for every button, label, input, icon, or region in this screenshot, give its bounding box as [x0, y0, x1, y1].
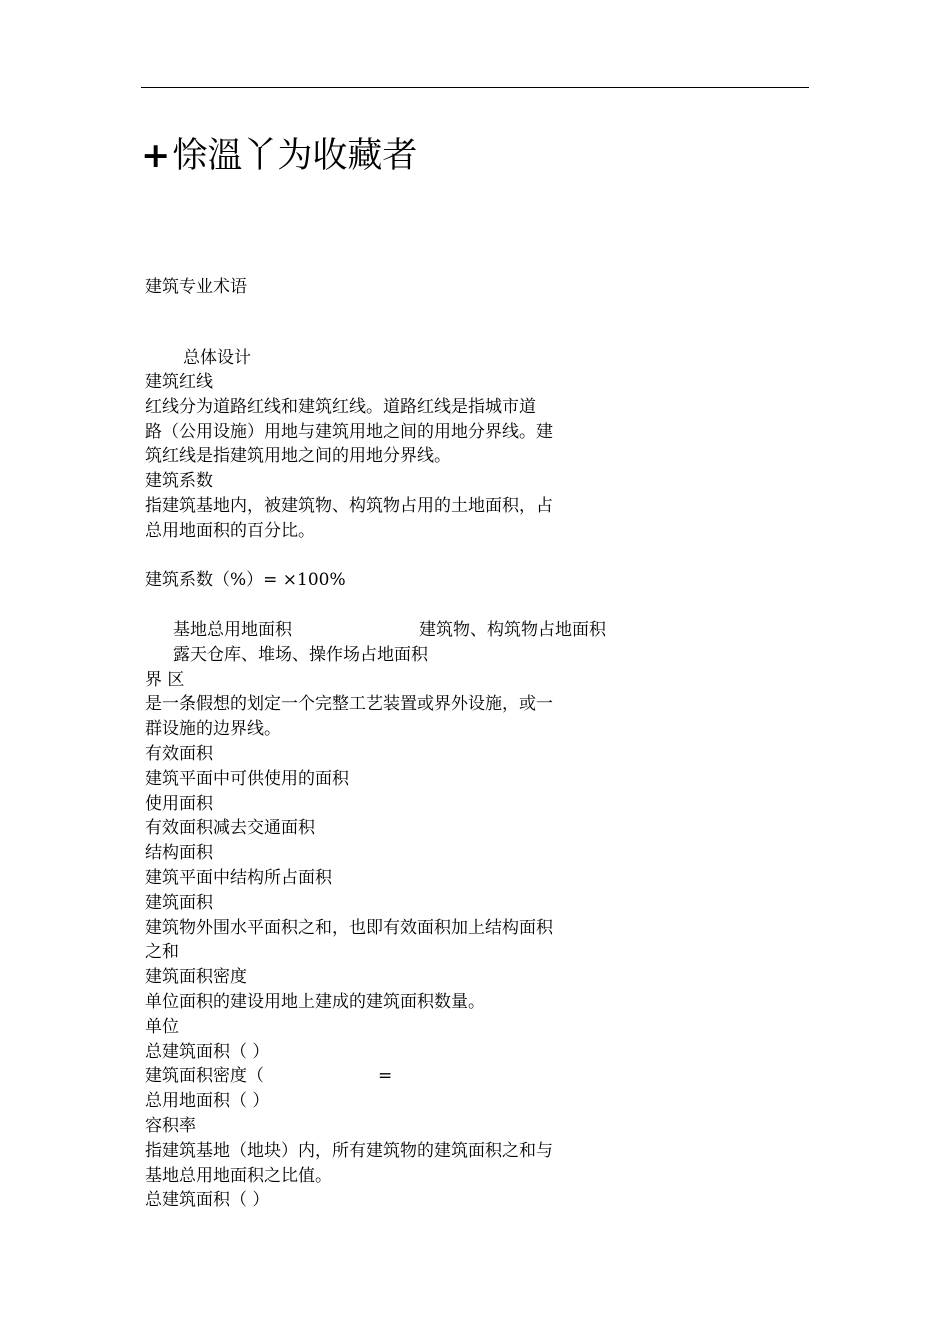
term-definition: 群设施的边界线。	[145, 719, 281, 740]
formula-line: 建筑面积密度（ =	[145, 1066, 393, 1087]
unit-label: 单位	[145, 1016, 179, 1037]
document-body	[145, 370, 606, 1213]
formula-denominator: 基地总用地面积	[173, 619, 292, 640]
banner-title	[141, 134, 417, 178]
term-definition: 指建筑基地（地块）内，所有建筑物的建筑面积之和与	[145, 1140, 553, 1161]
banner-text: 悇溫丫为收藏者	[172, 136, 418, 176]
term-heading: 使用面积	[145, 793, 213, 814]
term-definition: 建筑平面中结构所占面积	[145, 867, 332, 888]
term-definition: 建筑平面中可供使用的面积	[145, 768, 349, 789]
term-heading: 建筑红线	[145, 372, 213, 392]
term-definition: 建筑物外围水平面积之和，也即有效面积加上结构面积	[145, 917, 553, 938]
term-definition: 有效面积减去交通面积	[145, 818, 315, 839]
document-title: 建筑专业术语	[145, 277, 247, 297]
term-definition: 单位面积的建设用地上建成的建筑面积数量。	[145, 991, 485, 1012]
term-heading: 建筑面积	[145, 892, 213, 913]
formula-labels	[145, 618, 606, 643]
term-heading: 结构面积	[145, 843, 213, 864]
formula-extra: 露天仓库、堆场、操作场占地面积	[173, 644, 428, 665]
term-heading: 有效面积	[145, 743, 213, 764]
term-definition: 红线分为道路红线和建筑红线。道路红线是指城市道	[145, 396, 536, 417]
term-definition: 之和	[145, 942, 179, 963]
term-heading: 界 区	[145, 669, 185, 690]
header-rule	[141, 87, 809, 88]
term-definition: 筑红线是指建筑用地之间的用地分界线。	[145, 446, 451, 467]
section-title: 总体设计	[183, 348, 251, 368]
term-definition: 指建筑基地内，被建筑物、构筑物占用的土地面积，占	[145, 495, 553, 516]
term-heading: 容积率	[145, 1115, 196, 1136]
term-definition: 基地总用地面积之比值。	[145, 1165, 332, 1186]
formula-line: 建筑系数（%）= ×100%	[145, 570, 346, 591]
term-heading: 建筑系数	[145, 471, 213, 492]
plus-icon: +	[141, 135, 171, 176]
term-definition: 路（公用设施）用地与建筑用地之间的用地分界线。建	[145, 421, 553, 442]
term-heading: 建筑面积密度	[145, 967, 247, 988]
formula-line: 总建筑面积（ ）	[145, 1190, 270, 1211]
formula-numerator: 建筑物、构筑物占地面积	[419, 619, 606, 640]
term-definition: 是一条假想的划定一个完整工艺装置或界外设施，或一	[145, 694, 553, 715]
formula-line: 总建筑面积（ ）	[145, 1041, 270, 1062]
formula-line: 总用地面积（ ）	[145, 1091, 270, 1112]
term-definition: 总用地面积的百分比。	[145, 520, 315, 541]
